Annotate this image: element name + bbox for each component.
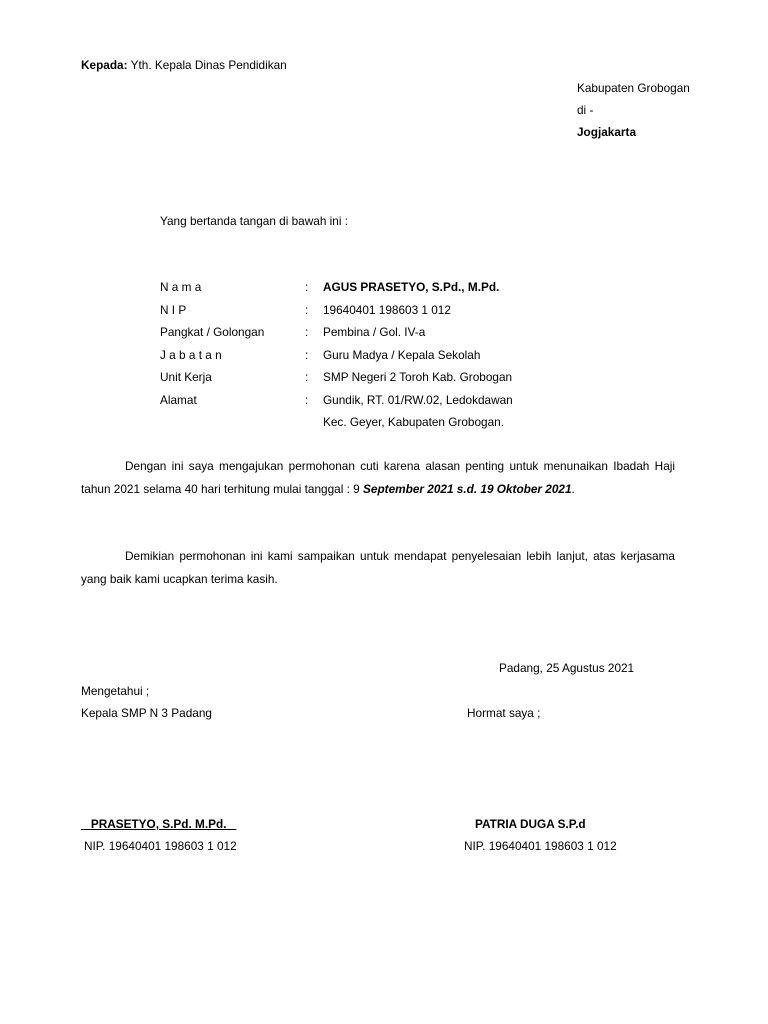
alamat-sep: :	[305, 393, 309, 407]
recipient-region: Kabupaten Grobogan	[577, 81, 690, 95]
right-signer-name: PATRIA DUGA S.P.d	[475, 817, 586, 831]
nip-label: N I P	[160, 303, 187, 317]
identity-row-alamat	[0, 393, 768, 409]
identity-row-jabatan	[0, 348, 768, 364]
identity-row-alamat-2	[0, 415, 768, 431]
unit-label: Unit Kerja	[160, 370, 212, 384]
recipient-label: Kepada:	[81, 58, 128, 72]
jabatan-label: J a b a t a n	[160, 348, 222, 362]
identity-row-nama	[0, 280, 768, 296]
alamat-value-2: Kec. Geyer, Kabupaten Grobogan.	[323, 415, 505, 429]
right-signer-title: Hormat saya ;	[467, 706, 541, 720]
identity-row-nip	[0, 303, 768, 319]
jabatan-sep: :	[305, 348, 309, 362]
nip-value: 19640401 198603 1 012	[323, 303, 451, 317]
nama-value: AGUS PRASETYO, S.Pd., M.Pd.	[323, 280, 500, 294]
mengetahui-label: Mengetahui ;	[81, 684, 150, 698]
left-signer-nip: NIP. 19640401 198603 1 012	[84, 839, 237, 853]
body-paragraph-1	[81, 455, 675, 500]
body2-text: Demikian permohonan ini kami sampaikan untuk mendapat penyelesaian lebih lanjut, atas kerjasama yang baik kami ucapkan terima kasih.	[81, 549, 675, 586]
left-signer-name: PRASETYO, S.Pd. M.Pd.	[81, 817, 237, 831]
alamat-label: Alamat	[160, 393, 197, 407]
identity-row-pangkat	[0, 325, 768, 341]
nama-label: N a m a	[160, 280, 202, 294]
body1-text: Dengan ini saya mengajukan permohonan cuti karena alasan penting untuk menunaikan Ibadah Haji tahun 2021 selama 40 hari terhitung mulai tanggal : 9	[81, 459, 675, 496]
recipient-line-1	[81, 58, 287, 72]
recipient-city: Jogjakarta	[577, 125, 637, 139]
unit-value: SMP Negeri 2 Toroh Kab. Grobogan	[323, 370, 513, 384]
intro-text: Yang bertanda tangan di bawah ini :	[160, 214, 349, 228]
pangkat-sep: :	[305, 325, 309, 339]
alamat-value: Gundik, RT. 01/RW.02, Ledokdawan	[323, 393, 513, 407]
jabatan-value: Guru Madya / Kepala Sekolah	[323, 348, 481, 362]
recipient-di: di -	[577, 103, 594, 117]
body-paragraph-2	[81, 545, 675, 590]
leave-dates: September 2021 s.d. 19 Oktober 2021	[363, 481, 572, 496]
left-signer-title: Kepala SMP N 3 Padang	[81, 706, 212, 720]
recipient-name: Yth. Kepala Dinas Pendidikan	[130, 58, 287, 72]
place-date: Padang, 25 Agustus 2021	[499, 661, 635, 675]
body1-end: .	[571, 481, 575, 496]
pangkat-label: Pangkat / Golongan	[160, 325, 265, 339]
unit-sep: :	[305, 370, 309, 384]
nip-sep: :	[305, 303, 309, 317]
identity-row-unit	[0, 370, 768, 386]
nama-sep: :	[305, 280, 309, 294]
right-signer-nip: NIP. 19640401 198603 1 012	[464, 839, 617, 853]
pangkat-value: Pembina / Gol. IV-a	[323, 325, 426, 339]
